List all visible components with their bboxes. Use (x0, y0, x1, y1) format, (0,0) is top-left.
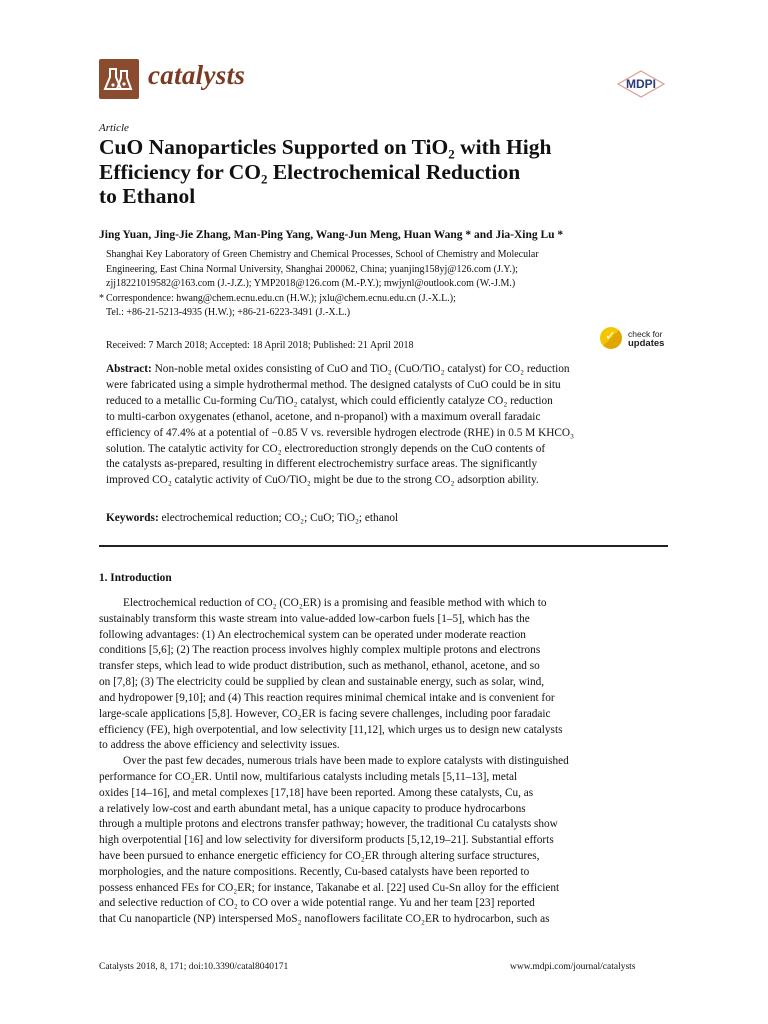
telephone-line: Tel.: +86-21-5213-4935 (H.W.); +86-21-6223-3491 (J.-X.L.) (106, 307, 351, 319)
affiliation-line: Shanghai Key Laboratory of Green Chemistry and Chemical Processes, School of Chemistry and Molecular (106, 249, 539, 260)
body-line: Electrochemical reduction of CO₂ (CO₂ER) is a promising and feasible method with which to (123, 597, 547, 609)
body-line: that Cu nanoparticle (NP) interspersed MoS₂ nanoflowers facilitate CO₂ER to hydrocarbon, such as (99, 913, 550, 926)
check-updates-line1: check for (628, 329, 663, 339)
body-line: Over the past few decades, numerous trials have been made to explore catalysts with distinguished (123, 755, 569, 768)
body-line: to address the above efficiency and selectivity issues. (99, 739, 340, 752)
abstract-line: solution. The catalytic activity for CO₂ electroreduction strongly depends on the CuO contents of (106, 442, 546, 455)
abstract-line: the catalysts as-prepared, resulting in different electrochemistry surface areas. The significantly (106, 458, 538, 471)
body-line: and hydropower [9,10]; and (4) This reaction requires minimal chemical intake and is convenient for (99, 691, 555, 704)
abstract-line: improved CO₂ catalytic activity of CuO/TiO₂ might be due to the strong CO₂ adsorption ability. (106, 474, 539, 487)
abstract-line (106, 362, 668, 378)
body-line: morphologies, and the nature compositions. Recently, Cu-based catalysts have been reported to (99, 865, 530, 878)
abstract (106, 362, 668, 489)
body-line: large-scale applications [5,8]. However, CO₂ER is facing severe challenges, including poor faradaic (99, 707, 551, 720)
body-line: sustainably transform this waste stream into value-added low-carbon fuels [1–5], which has the (99, 612, 530, 625)
affiliations (99, 248, 666, 321)
check-updates-label (628, 330, 664, 348)
affiliation-line: Engineering, East China Normal University, Shanghai 200062, China; yuanjing158yj@126.com (J.Y.); (106, 263, 518, 275)
abstract-line: to multi-carbon oxygenates (ethanol, acetone, and n-propanol) with a maximum overall faradaic (106, 410, 541, 423)
body-line: efficiency (FE), high overpotential, and low selectivity [11,12], which urges us to design new catalysts (99, 723, 563, 736)
correspondence-text[interactable]: Correspondence: hwang@chem.ecnu.edu.cn (H.W.); jxlu@chem.ecnu.edu.cn (J.-X.L.); (106, 292, 456, 304)
body-line: performance for CO₂ER. Until now, multifarious catalysts including metals [5,11–13], metal (99, 770, 518, 783)
footer-citation: Catalysts 2018, 8, 171; doi:10.3390/catal8040171 (99, 962, 289, 972)
footer-url[interactable]: www.mdpi.com/journal/catalysts (510, 962, 636, 972)
body-line: conditions [5,6]; (2) The reaction process involves highly complex multiple protons and electrons (99, 644, 541, 657)
check-for-updates-badge[interactable] (600, 327, 670, 355)
abstract-line: reduced to a metallic Cu-forming Cu/TiO₂ catalyst, which could efficiently catalyze CO₂ reduction (106, 394, 553, 407)
keywords-label: Keywords: (106, 512, 159, 524)
body-line: on [7,8]; (3) The electricity could be supplied by clean and sustainable energy, such as solar, wind, (99, 676, 545, 689)
correspondence-line: * Correspondence: hwang@chem.ecnu.edu.cn (H.W.); jxlu@chem.ecnu.edu.cn (J.-X.L.); (99, 292, 456, 304)
abstract-text: Non-noble metal oxides consisting of CuO and TiO₂ (CuO/TiO₂ catalyst) for CO₂ reduction (154, 363, 570, 375)
title-line: to Ethanol (99, 184, 196, 208)
keywords-text: electrochemical reduction; CO₂; CuO; TiO₂; ethanol (161, 512, 399, 524)
keywords (106, 512, 398, 524)
body-line: oxides [14–16], and metal complexes [17,18] have been reported. Among these catalysts, Cu, as (99, 786, 534, 799)
publication-dates: Received: 7 March 2018; Accepted: 18 April 2018; Published: 21 April 2018 (106, 340, 414, 351)
author-list: Jing Yuan, Jing-Jie Zhang, Man-Ping Yang, Wang-Jun Meng, Huan Wang * and Jia-Xing Lu * (99, 229, 564, 241)
body-line: a relatively low-cost and earth abundant metal, has a unique capacity to produce hydrocarbons (99, 802, 526, 815)
body-line: through a multiple protons and electrons transfer pathway; however, the traditional Cu catalysts show (99, 818, 558, 831)
title-line: CuO Nanoparticles Supported on TiO₂ with High (99, 135, 552, 159)
paper-title (99, 135, 679, 209)
mdpi-logo-icon[interactable] (614, 69, 668, 99)
body-line: possess enhanced FEs for CO₂ER; for instance, Takanabe et al. [22] used Cu-Sn alloy for the efficient (99, 881, 560, 894)
body-line: high overpotential [16] and low selectivity for diversiform products [5,12,19–21]. Substantial efforts (99, 834, 554, 847)
abstract-line: were fabricated using a simple hydrothermal method. The designed catalysts of CuO could be in situ (106, 378, 561, 391)
body-line: transfer steps, which lead to wide product distribution, such as methanol, ethanol, acetone, and so (99, 660, 540, 673)
journal-name[interactable]: catalysts (148, 60, 246, 90)
body-line: have been pursued to enhance energetic efficiency for CO₂ER through altering surface structures, (99, 850, 540, 862)
abstract-line: efficiency of 47.4% at a potential of −0.85 V vs. reversible hydrogen electrode (RHE) in 0.5 M KHCO₃ (106, 426, 575, 439)
mdpi-logo-text: MDPI (626, 77, 656, 91)
journal-logo-icon (99, 59, 139, 99)
abstract-label: Abstract: (106, 363, 152, 375)
body-line: following advantages: (1) An electrochemical system can be operated under moderate reaction (99, 628, 526, 641)
affiliation-line: zjj18221019582@163.com (J.-J.Z.); YMP2018@126.com (M.-P.Y.); mwjynl@outlook.com (W.-J.M.) (106, 278, 516, 290)
divider (99, 545, 668, 547)
title-line: Efficiency for CO₂ Electrochemical Reduction (99, 159, 521, 184)
article-type: Article (99, 122, 129, 134)
section-heading: 1. Introduction (99, 572, 172, 584)
check-updates-line2: updates (628, 338, 665, 349)
body-line: and selective reduction of CO₂ to CO over a wide potential range. Yu and her team [23] reported (99, 897, 535, 910)
body-text (99, 596, 668, 928)
check-updates-icon: ✓ (600, 327, 622, 349)
